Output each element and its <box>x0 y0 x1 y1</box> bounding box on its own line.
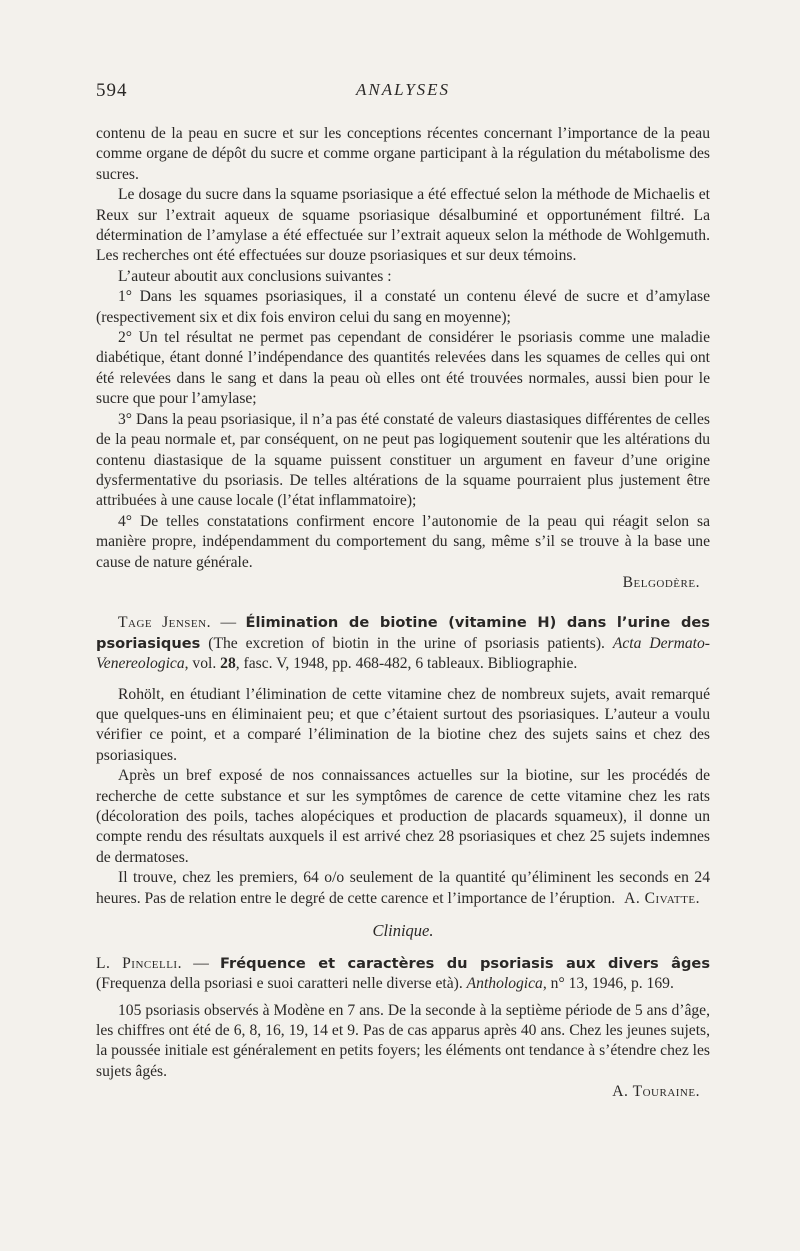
article2-dash: — <box>211 614 246 632</box>
article1-paragraph: 3° Dans la peau psoriasique, il n’a pas été constaté de valeurs diastasiques différentes de celles de la peau normale et, par conséquent, on ne peut pas logiquement soutenir que les altérations du contenu diastasique de la squame puissent constituer un argument en faveur d’une origine dysfermentative du psoriasis. De telles altérations de la squame pourraient plus justement être attribuées à une cause locale (l’état inflammatoire); <box>96 410 710 510</box>
article3-title: Fréquence et caractères du psoriasis aux divers âges <box>220 954 711 972</box>
article1-paragraph: 4° De telles constatations confirment encore l’autonomie de la peau qui réagit selon sa manière propre, indépendamment du comportement du sang, même s’il se trouve à la base une cause de nature générale. <box>96 512 710 571</box>
article3-paragraph: 105 psoriasis observés à Modène en 7 ans. De la seconde à la septième période de 5 ans d’âge, les chiffres ont été de 6, 8, 16, 19, 14 et 9. Pas de cas apparus après 40 ans. Chez les jeunes sujets, la poussée initiale est généralement en petits foyers; les éléments ont tendance à s’étendre chez les sujets âgés. <box>96 1001 710 1080</box>
page-number: 594 <box>96 80 128 101</box>
article2-volume: 28 <box>220 655 236 673</box>
article3-signature: A. Touraine. <box>612 1083 700 1101</box>
article2-paragraph: Après un bref exposé de nos connaissances actuelles sur la biotine, sur les procédés de recherche de cette substance et sur les symptômes de carence de cette vitamine chez les rats (décoloration des poils, taches alopéciques et production de placards squameux), il donne un compte rendu des résultats auxquels il est arrivé chez 28 psoriasiques et chez 25 sujets indemnes de dermatoses. <box>96 767 710 866</box>
article1-paragraph: 1° Dans les squames psoriasiques, il a constaté un contenu élevé de sucre et d’amylase (respectivement six et dix fois environ celui du sang en moyenne); <box>96 288 710 326</box>
article2-paragraph: Rohölt, en étudiant l’élimination de cette vitamine chez de nombreux sujets, avait remarqué que quelques-uns en éliminaient peu; et que c’étaient surtout des psoriasiques. L’auteur a voulu vérifier ce point, et a comparé l’élimination de la biotine chez des sujets sains et chez des psoriasiques. <box>96 685 710 764</box>
article2-paragraph: Il trouve, chez les premiers, 64 o/o seulement de la quantité qu’éliminent les seconds en 24 heures. Pas de relation entre le degré de cette carence et l’importance de l’éruption. <box>96 869 710 907</box>
article3-dash: — <box>181 954 221 972</box>
article1-paragraph: L’auteur aboutit aux conclusions suivantes : <box>118 267 392 285</box>
article1-paragraph: contenu de la peau en sucre et sur les conceptions récentes concernant l’importance de la peau comme organe de dépôt du sucre et comme organe participant à la régulation du métabolisme des sucres. <box>96 125 710 183</box>
article2-title: Élimination de biotine (vitamine H) dans l’urine des psoriasiques <box>96 614 710 652</box>
article1-paragraph: Le dosage du sucre dans la squame psoriasique a été effectué selon la méthode de Michaelis et Reux sur l’extrait aqueux de squame psoriasique désalbuminé et opportunément filtré. La détermination de l’amylase a été effectuée sur l’extrait aqueux selon la méthode de Wohlgemuth. Les recherches ont été effectuées sur douze psoriasiques et sur deux témoins. <box>96 186 710 265</box>
article1-paragraph: 2° Un tel résultat ne permet pas cependant de considérer le psoriasis comme une maladie diabétique, étant donné l’indépendance des quantités relevées dans les squames de celles qui ont été relevées dans le sang et dans la peau où elles ont été trouvées normales, aussi bien pour le sucre que pour l’amylase; <box>96 329 710 408</box>
article3-author: L. Pincelli. <box>96 954 182 972</box>
running-header <box>96 80 710 104</box>
article2-signature: A. Civatte. <box>624 890 700 908</box>
section-heading: Clinique. <box>372 921 434 941</box>
article3-reference: (Frequenza della psoriasi e suoi caratteri nelle diverse età). <box>96 975 467 993</box>
article2-author: Tage Jensen. <box>118 614 211 632</box>
article2-heading <box>96 613 710 674</box>
article3-heading <box>96 954 710 995</box>
article2-reference: (The excretion of biotin in the urine of psoriasis patients). <box>200 634 613 652</box>
article2-reference: , vol. <box>184 655 221 673</box>
article3-reference: , n° 13, 1946, p. 169. <box>542 975 674 993</box>
article3-journal: Anthologica <box>466 975 543 993</box>
article2-journal: Acta Dermato-Venereologica <box>96 634 711 673</box>
article2-reference: , fasc. V, 1948, pp. 468-482, 6 tableaux. Bibliographie. <box>235 655 578 673</box>
running-title: ANALYSES <box>355 80 451 99</box>
article1-signature: Belgodère. <box>622 573 700 591</box>
page-body <box>96 124 710 1103</box>
